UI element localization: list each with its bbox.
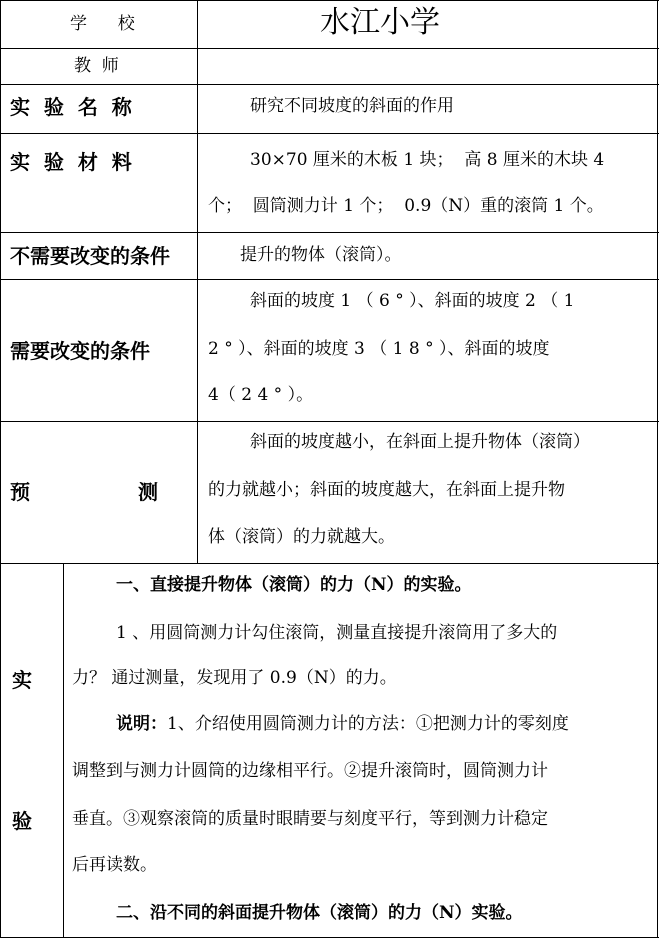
- row-divider: [0, 48, 659, 49]
- procedure-heading-1: 一、直接提升物体（滚筒）的力（N）的实验。: [116, 575, 472, 595]
- prediction-line: 的力就越小；斜面的坡度越大，在斜面上提升物: [208, 480, 565, 500]
- changed-conditions-line: 4（ 2 4 ° ）。: [208, 385, 314, 405]
- procedure-side-label-2: 验: [12, 809, 32, 833]
- changed-conditions-label: 需要改变的条件: [10, 339, 150, 363]
- border-right: [657, 0, 658, 938]
- experiment-name-label: 实 验 名 称: [10, 95, 132, 119]
- prediction-line: 斜面的坡度越小，在斜面上提升物体（滚筒）: [250, 432, 590, 452]
- prediction-label-1: 预: [10, 480, 30, 504]
- school-name: 水江小学: [320, 5, 440, 40]
- row-divider: [0, 232, 659, 233]
- row-divider: [0, 133, 659, 134]
- note-label: 说明：: [116, 714, 167, 734]
- row-divider: [0, 279, 659, 280]
- note-line: 后再读数。: [72, 855, 157, 875]
- note-line: 调整到与测力计圆筒的边缘相平行。②提升滚筒时，圆筒测力计: [72, 761, 548, 781]
- materials-line: 30×70 厘米的木板 1 块； 高 8 厘米的木块 4: [250, 150, 605, 170]
- note-line-first: [116, 716, 569, 733]
- row-divider: [0, 421, 659, 422]
- unchanged-conditions-label: 不需要改变的条件: [10, 244, 170, 268]
- row-divider: [0, 563, 659, 564]
- school-label: 学 校: [70, 14, 135, 34]
- procedure-paragraph-line: 1 、用圆筒测力计勾住滚筒，测量直接提升滚筒用了多大的: [116, 623, 558, 643]
- procedure-heading-2: 二、沿不同的斜面提升物体（滚筒）的力（N）实验。: [116, 903, 523, 923]
- materials-line: 个； 圆筒测力计 1 个； 0.9（N）重的滚筒 1 个。: [208, 196, 604, 216]
- border-left: [0, 0, 1, 938]
- column-divider-lower: [63, 563, 64, 938]
- teacher-label: 教 师: [74, 56, 119, 76]
- row-divider: [0, 84, 659, 85]
- unchanged-conditions-value: 提升的物体（滚筒）。: [240, 245, 402, 265]
- procedure-side-label-1: 实: [12, 668, 32, 692]
- procedure-paragraph-line: 力？ 通过测量，发现用了 0.9（N）的力。: [72, 668, 397, 688]
- changed-conditions-line: 斜面的坡度 1 （ 6 ° ）、斜面的坡度 2 （ 1: [250, 291, 575, 311]
- border-bottom: [0, 937, 659, 938]
- border-top: [0, 0, 659, 1]
- column-divider: [197, 0, 198, 564]
- prediction-line: 体（滚筒）的力就越大。: [208, 527, 395, 547]
- note-line: 垂直。③观察滚筒的质量时眼睛要与刻度平行，等到测力计稳定: [72, 809, 548, 829]
- prediction-label-2: 测: [138, 480, 158, 504]
- changed-conditions-line: 2 ° ）、斜面的坡度 3 （ 1 8 ° ）、斜面的坡度: [208, 339, 550, 359]
- note-text: 1、介绍使用圆筒测力计的方法：①把测力计的零刻度: [167, 714, 569, 734]
- experiment-name-value: 研究不同坡度的斜面的作用: [250, 96, 454, 116]
- materials-label: 实 验 材 料: [10, 150, 132, 174]
